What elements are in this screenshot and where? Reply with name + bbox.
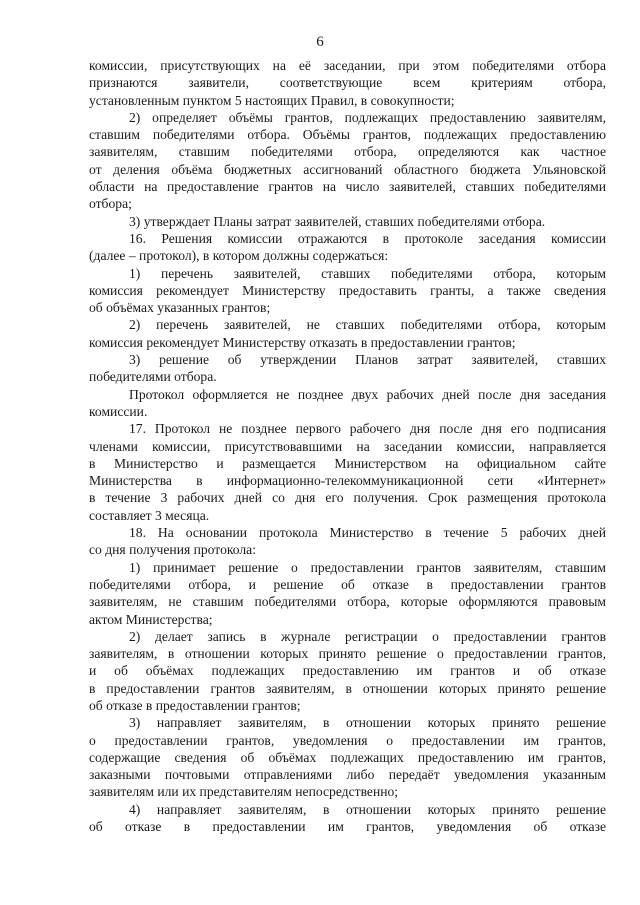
text-line: области на предоставление грантов на число заявителей, ставших победителями [89, 179, 606, 195]
text-line: комиссии. [89, 403, 148, 419]
text-line: об отказе в предоставлении им грантов, уведомления об отказе [89, 819, 606, 835]
text-line: заявителям, ставшим победителями отбора, определяются как частное [89, 144, 606, 160]
text-line: 4) направляет заявителям, в отношении которых принято решение [129, 801, 606, 817]
text-line: ставшим победителями отбора. Объёмы грантов, подлежащих предоставлению [89, 127, 606, 143]
text-line: 17. Протокол не позднее первого рабочего дня после дня его подписания [129, 421, 606, 437]
text-line: заявителям, в отношении которых принято решение о предоставлении грантов, [89, 646, 606, 662]
text-line: 2) делает запись в журнале регистрации о предоставлении грантов [129, 628, 606, 644]
text-line: 3) направляет заявителям, в отношении которых принято решение [129, 715, 606, 731]
text-line: комиссия рекомендует Министерству отказать в предоставлении грантов; [89, 334, 516, 350]
text-line: 2) перечень заявителей, не ставших победителями отбора, которым [129, 317, 606, 333]
text-line: заявителям или их представителям непосредственно; [89, 784, 399, 800]
text-line: победителями отбора, и решение об отказе в предоставлении грантов [89, 576, 606, 592]
text-line: в предоставлении грантов заявителям, в отношении которых принято решение [89, 680, 606, 696]
text-line: 2) определяет объёмы грантов, подлежащих предоставлению заявителям, [129, 109, 606, 125]
text-line: об объёмах указанных грантов; [89, 300, 271, 316]
text-line: о предоставлении грантов, уведомления о предоставлении им грантов, [89, 732, 606, 748]
text-line: (далее – протокол), в котором должны содержаться: [89, 248, 389, 264]
text-line: со дня получения протокола: [89, 542, 256, 558]
text-line: 1) принимает решение о предоставлении грантов заявителям, ставшим [129, 559, 606, 575]
text-line: в Министерство и размещается Министерством на официальном сайте [89, 455, 606, 471]
text-line: от деления объёма бюджетных ассигнований областного бюджета Ульяновской [89, 161, 606, 177]
text-line: Протокол оформляется не позднее двух рабочих дней после дня заседания [129, 386, 606, 402]
text-line: победителями отбора. [89, 369, 217, 385]
text-line: комиссии, присутствующих на её заседании, при этом победителями отбора [89, 58, 606, 73]
document-body [89, 57, 606, 835]
text-line: 3) решение об утверждении Планов затрат заявителей, ставших [129, 352, 606, 368]
page-number: 6 [316, 34, 324, 50]
text-line: заявителям, не ставшим победителями отбора, которые оформляются правовым [89, 594, 606, 610]
text-line: содержащие сведения об объёмах подлежащих предоставлению им грантов, [89, 749, 606, 765]
text-line: комиссия рекомендует Министерству предоставить гранты, а также сведения [89, 282, 606, 298]
text-line: составляет 3 месяца. [89, 507, 210, 523]
text-line: членами комиссии, присутствовавшими на заседании комиссии, направляется [89, 438, 606, 454]
text-line: признаются заявители, соответствующие всем критериям отбора, [89, 75, 606, 91]
text-line: 3) утверждает Планы затрат заявителей, ставших победителями отбора. [129, 213, 546, 229]
text-line: 1) перечень заявителей, ставших победителями отбора, которым [129, 265, 606, 281]
text-line: в течение 3 рабочих дней со дня его получения. Срок размещения протокола [89, 490, 606, 506]
text-line: об отказе в предоставлении грантов; [89, 697, 301, 713]
text-line: 18. На основании протокола Министерство в течение 5 рабочих дней [129, 525, 606, 541]
text-line: актом Министерства; [89, 611, 213, 627]
text-line: Министерства в информационно-телекоммуникационной сети «Интернет» [89, 473, 606, 489]
text-line: установленным пунктом 5 настоящих Правил, в совокупности; [89, 92, 455, 108]
text-line: отбора; [89, 196, 132, 212]
text-line: заказными почтовыми отправлениями либо передаёт уведомления указанным [89, 767, 606, 783]
text-line: 16. Решения комиссии отражаются в протоколе заседания комиссии [129, 230, 606, 246]
text-line: и об объёмах подлежащих предоставлению им грантов и об отказе [89, 663, 606, 679]
